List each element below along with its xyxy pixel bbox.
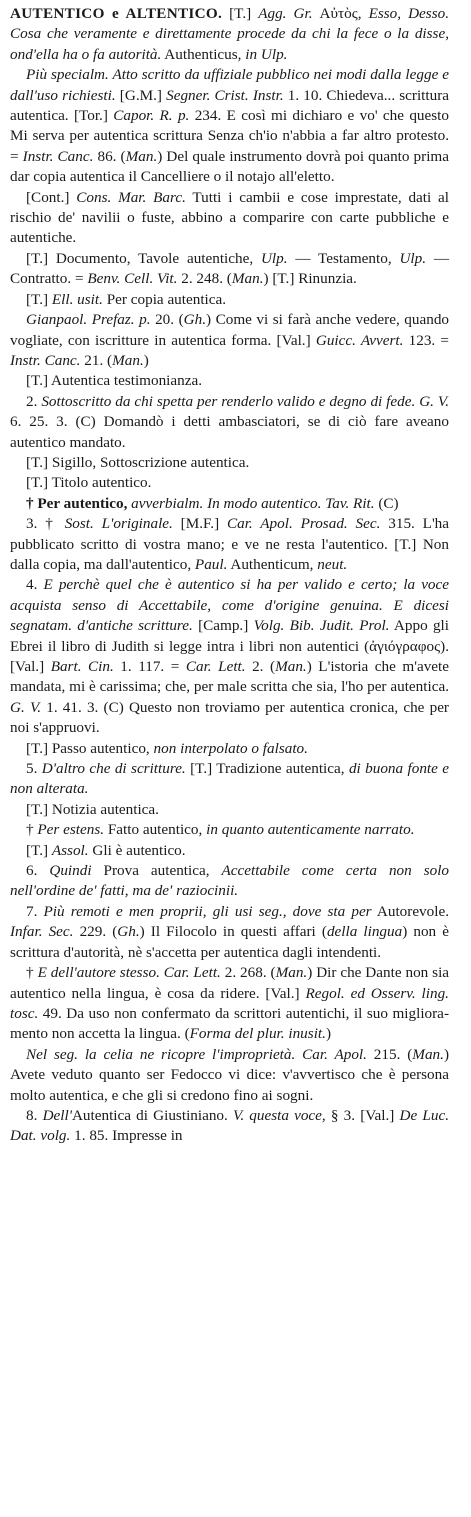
text-run: 5. — [26, 760, 42, 778]
text-run: [T.] Tradizione autentica, — [185, 760, 349, 778]
text-run: 234. E così mi dichiaro e vo' che questo Mi serva per autentica scrittura Senza ch'io n'abbia a far altro protesto. = — [10, 107, 449, 165]
text-run: — Testamento, — [287, 249, 400, 267]
text-run: Man. — [275, 964, 308, 982]
text-run: Appo gli Ebrei il libro di Judith si legge intra i libri non autentici (ἀγιόγραφος). [Val.] — [10, 617, 449, 675]
entry-paragraph — [10, 290, 449, 310]
text-run: 3. † — [26, 515, 65, 533]
text-run: 86. ( — [93, 147, 126, 165]
text-run: Ulp. — [260, 249, 288, 267]
text-run: ) Avete veduto quanto ser Fedocco vi dice: v'avvertisco che è persona molto autentica, e che gli si credono fino ai sogni. — [10, 1045, 449, 1104]
text-run: [T.] Sigillo, Sottoscrizione autentica. — [26, 453, 250, 471]
text-run: Instr. Canc. — [22, 147, 94, 165]
entry-paragraph — [10, 188, 449, 249]
text-run: 6. 25. 3. (C) Domandò i detti ambasciatori, se di ciò fare aveano autentico mandato. — [10, 413, 449, 451]
text-run: di buona fonte e non alterata. — [10, 760, 449, 798]
text-run: Αὐτὸς, — [319, 5, 369, 22]
entry-definition — [10, 4, 449, 65]
text-run: [Camp.] — [192, 617, 254, 635]
text-run: ) Il Filocolo in questi affari ( — [139, 923, 327, 941]
entry-paragraph — [10, 371, 449, 391]
entry-paragraph — [10, 1106, 449, 1147]
text-run: [T.] Autentica testimonianza. — [26, 372, 202, 390]
text-run: ) non è scrittura d'autorità, nè s'accetta per autentica dagli intendenti. — [10, 923, 449, 961]
text-run: ) Dir che Dante non sia autentico nella lingua, è cosa da ridere. [Val.] — [10, 964, 450, 1002]
text-run: [Cont.] — [26, 188, 77, 206]
text-run: Man. — [231, 270, 264, 288]
entry-paragraph — [10, 473, 449, 493]
text-run: [G.M.] — [115, 86, 167, 104]
text-run: [T.] Titolo autentico. — [26, 474, 152, 492]
text-run: Car. Apol. Prosad. Sec. — [226, 515, 381, 533]
text-run: Autentica di Giustiniano. — [71, 1106, 233, 1124]
text-run: Regol. ed Osserv. ling. tosc. — [10, 984, 449, 1022]
text-run: Per copia autentica. — [102, 290, 227, 308]
text-run: † — [26, 964, 38, 982]
text-run: Man. — [125, 147, 158, 165]
text-run: Esso, Desso. Cosa che veramente e direttamente procede da chi la fece o la disse, ond'ella ha o fa autorità. — [10, 5, 449, 63]
text-run: Dell' — [42, 1106, 72, 1124]
text-run: Sost. L'originale. — [64, 515, 173, 533]
text-run: E perchè quel che è autentico si ha per valido e certo; la voce acquista senso di Accettabile, come d'origine genuina. E dicesi segnatam. d'antiche scritture. — [10, 576, 450, 635]
text-run: Authenticum, — [227, 555, 318, 573]
text-run: Car. Lett. — [185, 658, 246, 675]
text-run: 229. ( — [73, 923, 118, 941]
text-run: Più remoti e men proprii, gli usi seg., dove sta per — [43, 902, 372, 920]
text-run: Assol. — [51, 841, 89, 859]
text-run: ) Del quale instrumento dovrà poi quanto prima dar copia autentica il Cancelliere o il notajo all'eletto. — [10, 147, 449, 186]
text-run: [T.] — [26, 290, 52, 308]
text-run: 1. 85. Impresse in — [70, 1127, 183, 1145]
text-run: Prova autentica, — [91, 862, 222, 880]
text-run: [T.] Passo autentico, — [26, 739, 154, 757]
text-run: § 3. [Val.] — [325, 1106, 400, 1124]
text-run: 1. 117. = — [113, 658, 186, 675]
text-run: Segner. Crist. Instr. — [166, 86, 284, 104]
text-run: Cons. Mar. Barc. — [76, 188, 186, 206]
text-run: 20. ( — [150, 311, 184, 329]
text-run: Autorevole. — [371, 902, 450, 920]
entry-paragraph — [10, 575, 449, 738]
text-run: G. V. — [419, 392, 450, 410]
entry-paragraph — [10, 514, 449, 575]
text-run: 6. — [26, 862, 50, 880]
text-run: Gh. — [183, 311, 207, 329]
entry-paragraph — [10, 65, 449, 187]
text-run: Gli è autentico. — [88, 841, 186, 859]
headword: AUTENTICO e ALTENTICO. — [10, 5, 223, 22]
text-run: Più specialm. Atto scritto da uffiziale pubblico nei modi dalla legge e dall'uso richiesti. — [10, 66, 449, 104]
text-run: neut. — [317, 555, 348, 573]
text-run: De Luc. Dat. volg. — [10, 1106, 449, 1145]
text-run: Accettabile come certa non solo nell'ordine de' fatti, ma de' raziocinii. — [10, 862, 450, 900]
text-run: 2. 248. ( — [177, 270, 232, 288]
text-run: ) [T.] Rinunzia. — [263, 270, 357, 288]
text-run: Infar. Sec. — [10, 923, 74, 941]
text-run: Ulp. — [399, 249, 427, 267]
text-run: della lingua — [326, 923, 403, 941]
text-run: Tutti i cambii e cose imprestate, dati al rischio de' navilii o fuste, abbino a comparire con carte pubbliche e autentiche. — [10, 188, 449, 247]
entry-paragraph — [10, 963, 449, 1045]
text-run: 2. 268. ( — [220, 964, 276, 982]
entry-paragraph — [10, 453, 449, 473]
entry-paragraph — [10, 800, 449, 820]
entry-paragraph — [10, 841, 449, 861]
text-run: [M.F.] — [172, 515, 227, 533]
text-run: Paul. — [194, 555, 228, 573]
text-run: Man. — [112, 351, 144, 369]
entry-paragraph — [10, 310, 449, 371]
text-run: ) — [143, 351, 149, 369]
text-run: 123. = — [403, 331, 449, 349]
text-run: Man. — [275, 658, 307, 675]
text-run: Instr. Canc. — [10, 351, 81, 369]
entry-paragraph — [10, 861, 449, 902]
text-run: — Contratto. = — [10, 249, 450, 288]
text-run: Per estens. — [37, 821, 105, 839]
entry-paragraph — [10, 249, 449, 290]
text-run: Capor. R. p. — [113, 107, 190, 125]
text-run: D'altro che di scritture. — [41, 760, 186, 778]
text-run: V. questa voce, — [233, 1106, 326, 1124]
text-run: 1. 10. Chiedeva... scrittura autentica. [Tor.] — [10, 86, 450, 125]
text-run: ) — [325, 1025, 331, 1043]
text-run: in Ulp. — [245, 45, 288, 63]
text-run: Guicc. Avvert. — [315, 331, 404, 349]
entry-paragraph — [10, 392, 449, 453]
text-run: in quanto autenticamente narrato. — [206, 821, 415, 839]
text-run: Quindi — [49, 862, 92, 880]
text-run: ) L'istoria che m'avete mandata, mi è carissima; che, per male scritta che sia, l'ho per autentica. — [10, 658, 449, 696]
text-run: 4. — [26, 576, 44, 594]
text-run: ) Come vi si farà anche vedere, quando vogliate, con iscritture in autentica forma. [Val.] — [10, 311, 450, 349]
text-run: 2. ( — [245, 658, 276, 675]
text-run: Gh. — [117, 923, 140, 941]
text-run: Authenticus, — [161, 45, 246, 63]
text-run: Benv. Cell. Vit. — [87, 270, 178, 288]
text-run: [T.] — [26, 841, 52, 859]
text-run: 49. Da uso non confermato da scrittori autentichi, il suo miglioramento non accetta la lingua. ( — [10, 1004, 449, 1043]
entry-paragraph — [10, 820, 449, 840]
text-run: Gianpaol. Prefaz. p. — [26, 311, 151, 329]
text-run: 1. 41. 3. (C) Questo non troviamo per autentica cronica, che per noi s'appruovi. — [10, 698, 449, 737]
text-run: [T.] — [222, 5, 259, 22]
text-run: 21. ( — [80, 351, 113, 369]
text-run: † — [26, 821, 38, 839]
text-run: [T.] Documento, Tavole autentiche, — [26, 249, 261, 267]
text-run: avverbialm. In modo autentico. Tav. Rit. — [131, 494, 375, 512]
entry-paragraph — [10, 1045, 449, 1106]
entry-paragraph — [10, 902, 449, 963]
text-run: [T.] Notizia autentica. — [26, 800, 159, 818]
text-run: E dell'autore stesso. Car. Lett. — [37, 964, 221, 982]
text-run: † Per autentico, — [26, 494, 132, 512]
text-run: Fatto autentico, — [104, 821, 207, 839]
text-run: Sottoscritto da chi spetta per renderlo valido e degno di fede. — [41, 392, 416, 410]
text-run: 315. L'ha pubblicato scritto di vostra mano; e ve ne resta l'autentico. [T.] Non dalla copia, ma dall'autentico, — [10, 515, 450, 573]
text-run: Bart. Cin. — [50, 658, 114, 675]
text-run: Man. — [412, 1045, 444, 1063]
entry-paragraph — [10, 739, 449, 759]
text-run: non interpolato o falsato. — [153, 739, 308, 757]
text-run: Nel seg. la celia ne ricopre l'improprietà. Car. Apol. — [26, 1045, 367, 1063]
text-run: 2. — [26, 392, 42, 410]
text-run: 8. — [26, 1106, 43, 1124]
text-run: Volg. Bib. Judit. Prol. — [253, 617, 390, 635]
entry-paragraph — [10, 494, 449, 514]
text-run: 7. — [26, 902, 44, 920]
text-run: (C) — [374, 494, 399, 512]
text-run: Ell. usit. — [51, 290, 103, 308]
text-run: G. V. — [10, 698, 42, 716]
text-run: Agg. Gr. — [258, 5, 320, 22]
entry-paragraph — [10, 759, 449, 800]
text-run: 215. ( — [366, 1045, 413, 1063]
text-run: Forma del plur. inusit. — [189, 1025, 326, 1043]
